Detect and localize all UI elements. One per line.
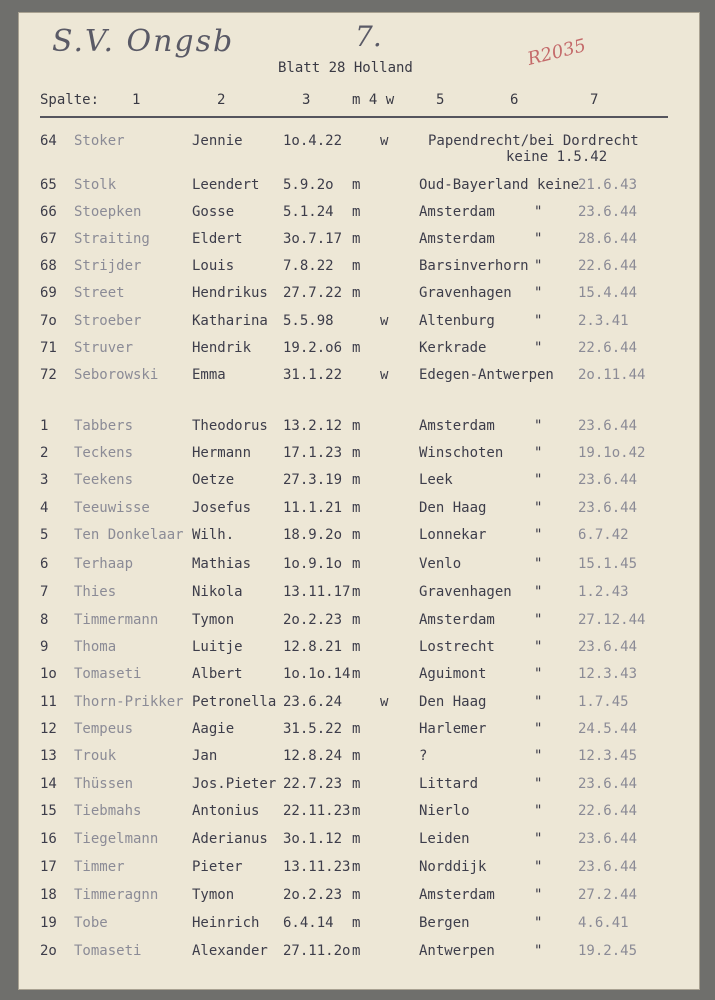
birthplace: Amsterdam bbox=[419, 612, 495, 628]
birth-date: 13.11.23 bbox=[283, 859, 351, 875]
ditto-mark: " bbox=[534, 527, 543, 543]
end-date: 28.6.44 bbox=[578, 231, 638, 247]
surname: Timmermann bbox=[74, 612, 159, 628]
birth-date: 11.1.21 bbox=[283, 500, 343, 516]
birth-date: 3o.7.17 bbox=[283, 231, 343, 247]
end-date: 2o.11.44 bbox=[578, 367, 646, 383]
surname: Stroeber bbox=[74, 313, 142, 329]
surname: Struver bbox=[74, 340, 134, 356]
table-row bbox=[0, 887, 715, 907]
column-number: m 4 w bbox=[352, 92, 395, 108]
given-name: Gosse bbox=[192, 204, 235, 220]
surname: Thorn-Prikker bbox=[74, 694, 184, 710]
ditto-mark: " bbox=[534, 943, 543, 959]
ditto-mark: " bbox=[534, 803, 543, 819]
table-row bbox=[0, 694, 715, 714]
surname: Stoepken bbox=[74, 204, 142, 220]
table-row bbox=[0, 639, 715, 659]
given-name: Louis bbox=[192, 258, 235, 274]
ditto-mark: " bbox=[534, 639, 543, 655]
surname: Tempeus bbox=[74, 721, 134, 737]
table-row bbox=[0, 367, 715, 387]
table-row bbox=[0, 500, 715, 520]
birth-date: 18.9.2o bbox=[283, 527, 343, 543]
given-name: Hendrik bbox=[192, 340, 252, 356]
row-number: 64 bbox=[40, 133, 57, 149]
table-row bbox=[0, 776, 715, 796]
given-name: Petronella bbox=[192, 694, 277, 710]
table-row bbox=[0, 527, 715, 547]
birthplace: Winschoten bbox=[419, 445, 504, 461]
ditto-mark: " bbox=[534, 831, 543, 847]
birthplace: Leiden bbox=[419, 831, 470, 847]
surname: Stolk bbox=[74, 177, 117, 193]
given-name: Josefus bbox=[192, 500, 252, 516]
birthplace: Amsterdam bbox=[419, 418, 495, 434]
end-date: 23.6.44 bbox=[578, 831, 638, 847]
given-name: Aderianus bbox=[192, 831, 268, 847]
birth-date: 13.11.17 bbox=[283, 584, 351, 600]
end-date: 15.1.45 bbox=[578, 556, 638, 572]
sex: m bbox=[352, 612, 361, 628]
end-date: 15.4.44 bbox=[578, 285, 638, 301]
row-number: 69 bbox=[40, 285, 57, 301]
sex: m bbox=[352, 445, 361, 461]
ditto-mark: " bbox=[534, 859, 543, 875]
ditto-mark: " bbox=[534, 204, 543, 220]
table-row bbox=[0, 612, 715, 632]
surname: Trouk bbox=[74, 748, 117, 764]
birthplace: Nierlo bbox=[419, 803, 470, 819]
row-number: 5 bbox=[40, 527, 49, 543]
row-number: 4 bbox=[40, 500, 49, 516]
column-number: 1 bbox=[132, 92, 141, 108]
sex: m bbox=[352, 340, 361, 356]
birthplace: Den Haag bbox=[419, 694, 487, 710]
end-date: 1.2.43 bbox=[578, 584, 629, 600]
birth-date: 27.7.22 bbox=[283, 285, 343, 301]
birthplace: Lonnekar bbox=[419, 527, 487, 543]
surname: Tobe bbox=[74, 915, 108, 931]
end-date: 23.6.44 bbox=[578, 500, 638, 516]
sex: m bbox=[352, 915, 361, 931]
surname: Tomaseti bbox=[74, 666, 142, 682]
table-row bbox=[0, 943, 715, 963]
sex: m bbox=[352, 177, 361, 193]
column-number: 7 bbox=[590, 92, 599, 108]
table-row bbox=[0, 204, 715, 224]
sex: m bbox=[352, 748, 361, 764]
row-number: 13 bbox=[40, 748, 57, 764]
given-name: Heinrich bbox=[192, 915, 260, 931]
birthplace: Leek bbox=[419, 472, 453, 488]
row-number: 12 bbox=[40, 721, 57, 737]
given-name: Nikola bbox=[192, 584, 243, 600]
row-number: 7 bbox=[40, 584, 49, 600]
header-divider bbox=[40, 116, 668, 118]
ditto-mark: " bbox=[534, 694, 543, 710]
birth-date: 1o.1o.14 bbox=[283, 666, 351, 682]
given-name: Mathias bbox=[192, 556, 252, 572]
table-row bbox=[0, 258, 715, 278]
birth-date: 1o.9.1o bbox=[283, 556, 343, 572]
table-row bbox=[0, 313, 715, 333]
birthplace: Edegen-Antwerpen bbox=[419, 367, 554, 383]
ditto-mark: " bbox=[534, 915, 543, 931]
ditto-mark: " bbox=[534, 340, 543, 356]
birthplace: ? bbox=[419, 748, 428, 764]
end-date: 22.6.44 bbox=[578, 340, 638, 356]
row-number: 7o bbox=[40, 313, 57, 329]
row-number: 1o bbox=[40, 666, 57, 682]
ditto-mark: " bbox=[534, 445, 543, 461]
surname: Timmer bbox=[74, 859, 125, 875]
end-date: 6.7.42 bbox=[578, 527, 629, 543]
end-date: 24.5.44 bbox=[578, 721, 638, 737]
birth-date: 13.2.12 bbox=[283, 418, 343, 434]
end-date: 12.3.45 bbox=[578, 748, 638, 764]
ditto-mark: " bbox=[534, 584, 543, 600]
table-row bbox=[0, 340, 715, 360]
birth-date: 17.1.23 bbox=[283, 445, 343, 461]
surname: Ten Donkelaar bbox=[74, 527, 184, 543]
birthplace: Papendrecht/bei Dordrecht bbox=[428, 133, 639, 149]
row-number: 1 bbox=[40, 418, 49, 434]
table-row bbox=[0, 133, 715, 153]
sex: m bbox=[352, 639, 361, 655]
birthplace: Kerkrade bbox=[419, 340, 487, 356]
birth-date: 1o.4.22 bbox=[283, 133, 343, 149]
given-name: Jennie bbox=[192, 133, 243, 149]
ditto-mark: " bbox=[534, 313, 543, 329]
birthplace: Amsterdam bbox=[419, 231, 495, 247]
column-number: 6 bbox=[510, 92, 519, 108]
given-name: Jos.Pieter bbox=[192, 776, 277, 792]
table-row bbox=[0, 556, 715, 576]
surname: Stoker bbox=[74, 133, 125, 149]
given-name: Leendert bbox=[192, 177, 260, 193]
sex: m bbox=[352, 887, 361, 903]
sex: m bbox=[352, 527, 361, 543]
end-date: 27.2.44 bbox=[578, 887, 638, 903]
birth-date: 12.8.21 bbox=[283, 639, 343, 655]
ditto-mark: " bbox=[534, 472, 543, 488]
end-date: 23.6.44 bbox=[578, 776, 638, 792]
column-header bbox=[40, 92, 670, 112]
end-date: 23.6.44 bbox=[578, 418, 638, 434]
row-number: 2 bbox=[40, 445, 49, 461]
birthplace: Antwerpen bbox=[419, 943, 495, 959]
given-name: Emma bbox=[192, 367, 226, 383]
end-date: 19.2.45 bbox=[578, 943, 638, 959]
given-name: Pieter bbox=[192, 859, 243, 875]
sex: m bbox=[352, 500, 361, 516]
surname: Tabbers bbox=[74, 418, 134, 434]
row-number: 66 bbox=[40, 204, 57, 220]
surname: Teeuwisse bbox=[74, 500, 150, 516]
sex: m bbox=[352, 721, 361, 737]
red-reference-mark: R2035 bbox=[525, 35, 589, 70]
row-number: 68 bbox=[40, 258, 57, 274]
birthplace: Den Haag bbox=[419, 500, 487, 516]
given-name: Luitje bbox=[192, 639, 243, 655]
given-name: Antonius bbox=[192, 803, 260, 819]
row-number: 72 bbox=[40, 367, 57, 383]
end-date: 27.12.44 bbox=[578, 612, 646, 628]
birthplace: Aguimont bbox=[419, 666, 487, 682]
sex: m bbox=[352, 556, 361, 572]
row-number: 2o bbox=[40, 943, 57, 959]
surname: Straiting bbox=[74, 231, 150, 247]
table-row bbox=[0, 285, 715, 305]
row-number: 16 bbox=[40, 831, 57, 847]
sex: m bbox=[352, 776, 361, 792]
birthplace: Altenburg bbox=[419, 313, 495, 329]
ditto-mark: " bbox=[534, 556, 543, 572]
end-date: 23.6.44 bbox=[578, 859, 638, 875]
end-date: 22.6.44 bbox=[578, 258, 638, 274]
sex: m bbox=[352, 472, 361, 488]
end-date: 12.3.43 bbox=[578, 666, 638, 682]
sex: m bbox=[352, 943, 361, 959]
birth-date: 2o.2.23 bbox=[283, 612, 343, 628]
birth-date: 5.5.98 bbox=[283, 313, 334, 329]
given-name: Theodorus bbox=[192, 418, 268, 434]
birthplace: Gravenhagen bbox=[419, 584, 512, 600]
ditto-mark: " bbox=[534, 721, 543, 737]
surname: Thüssen bbox=[74, 776, 134, 792]
birthplace: Lostrecht bbox=[419, 639, 495, 655]
handwritten-title: S.V. Ongsb bbox=[52, 24, 235, 59]
surname: Terhaap bbox=[74, 556, 134, 572]
birth-date: 31.1.22 bbox=[283, 367, 343, 383]
end-date: 23.6.44 bbox=[578, 639, 638, 655]
given-name: Katharina bbox=[192, 313, 268, 329]
table-row bbox=[0, 472, 715, 492]
sex: m bbox=[352, 231, 361, 247]
table-row bbox=[0, 803, 715, 823]
sex: m bbox=[352, 803, 361, 819]
surname: Street bbox=[74, 285, 125, 301]
sex: m bbox=[352, 204, 361, 220]
ditto-mark: " bbox=[534, 418, 543, 434]
sex: m bbox=[352, 666, 361, 682]
birthplace: Harlemer bbox=[419, 721, 487, 737]
birthplace: Littard bbox=[419, 776, 479, 792]
birth-date: 2o.2.23 bbox=[283, 887, 343, 903]
table-row bbox=[0, 177, 715, 197]
row-number: 14 bbox=[40, 776, 57, 792]
birthplace: Amsterdam bbox=[419, 887, 495, 903]
sex: w bbox=[380, 313, 389, 329]
row-64-continuation: keine 1.5.42 bbox=[506, 149, 608, 165]
row-number: 9 bbox=[40, 639, 49, 655]
table-row bbox=[0, 721, 715, 741]
table-row bbox=[0, 859, 715, 879]
given-name: Aagie bbox=[192, 721, 235, 737]
given-name: Oetze bbox=[192, 472, 235, 488]
ditto-mark: " bbox=[534, 285, 543, 301]
row-number: 17 bbox=[40, 859, 57, 875]
birth-date: 6.4.14 bbox=[283, 915, 334, 931]
sex: m bbox=[352, 258, 361, 274]
row-number: 8 bbox=[40, 612, 49, 628]
sheet-title: Blatt 28 Holland bbox=[278, 60, 413, 76]
row-number: 18 bbox=[40, 887, 57, 903]
table-row bbox=[0, 831, 715, 851]
table-row bbox=[0, 915, 715, 935]
ditto-mark: " bbox=[534, 500, 543, 516]
row-number: 67 bbox=[40, 231, 57, 247]
birth-date: 12.8.24 bbox=[283, 748, 343, 764]
row-number: 11 bbox=[40, 694, 57, 710]
birth-date: 31.5.22 bbox=[283, 721, 343, 737]
ditto-mark: " bbox=[534, 776, 543, 792]
sex: w bbox=[380, 367, 389, 383]
birth-date: 3o.1.12 bbox=[283, 831, 343, 847]
birth-date: 22.7.23 bbox=[283, 776, 343, 792]
sex: w bbox=[380, 133, 389, 149]
ditto-mark: " bbox=[534, 666, 543, 682]
end-date: 21.6.43 bbox=[578, 177, 638, 193]
spalte-label: Spalte: bbox=[40, 92, 100, 108]
table-row bbox=[0, 418, 715, 438]
birth-date: 27.11.2o bbox=[283, 943, 351, 959]
birth-date: 7.8.22 bbox=[283, 258, 334, 274]
birthplace: Norddijk bbox=[419, 859, 487, 875]
sex: m bbox=[352, 418, 361, 434]
birth-date: 5.9.2o bbox=[283, 177, 334, 193]
column-number: 5 bbox=[436, 92, 445, 108]
given-name: Albert bbox=[192, 666, 243, 682]
given-name: Alexander bbox=[192, 943, 268, 959]
birth-date: 23.6.24 bbox=[283, 694, 343, 710]
row-number: 71 bbox=[40, 340, 57, 356]
ditto-mark: " bbox=[534, 231, 543, 247]
birthplace: Amsterdam bbox=[419, 204, 495, 220]
birthplace: Barsinverhorn bbox=[419, 258, 529, 274]
sex: m bbox=[352, 584, 361, 600]
sex: m bbox=[352, 285, 361, 301]
birth-date: 19.2.o6 bbox=[283, 340, 343, 356]
column-number: 2 bbox=[217, 92, 226, 108]
handwritten-number: 7. bbox=[355, 20, 382, 53]
surname: Teekens bbox=[74, 472, 134, 488]
end-date: 23.6.44 bbox=[578, 472, 638, 488]
birth-date: 22.11.23 bbox=[283, 803, 351, 819]
table-row bbox=[0, 666, 715, 686]
given-name: Hermann bbox=[192, 445, 252, 461]
end-date: 23.6.44 bbox=[578, 204, 638, 220]
surname: Thies bbox=[74, 584, 117, 600]
given-name: Jan bbox=[192, 748, 218, 764]
surname: Timmeragnn bbox=[74, 887, 159, 903]
surname: Teckens bbox=[74, 445, 134, 461]
sex: w bbox=[380, 694, 389, 710]
surname: Strijder bbox=[74, 258, 142, 274]
ditto-mark: " bbox=[534, 612, 543, 628]
end-date: 4.6.41 bbox=[578, 915, 629, 931]
table-row bbox=[0, 445, 715, 465]
birthplace: Bergen bbox=[419, 915, 470, 931]
end-date: 2.3.41 bbox=[578, 313, 629, 329]
birthplace: Venlo bbox=[419, 556, 462, 572]
row-number: 19 bbox=[40, 915, 57, 931]
given-name: Tymon bbox=[192, 612, 235, 628]
given-name: Hendrikus bbox=[192, 285, 268, 301]
column-number: 3 bbox=[302, 92, 311, 108]
end-date: 22.6.44 bbox=[578, 803, 638, 819]
surname: Thoma bbox=[74, 639, 117, 655]
surname: Tomaseti bbox=[74, 943, 142, 959]
given-name: Eldert bbox=[192, 231, 243, 247]
row-number: 3 bbox=[40, 472, 49, 488]
end-date: 19.1o.42 bbox=[578, 445, 646, 461]
given-name: Tymon bbox=[192, 887, 235, 903]
sex: m bbox=[352, 859, 361, 875]
table-row bbox=[0, 748, 715, 768]
surname: Tiebmahs bbox=[74, 803, 142, 819]
sex: m bbox=[352, 831, 361, 847]
table-row bbox=[0, 231, 715, 251]
surname: Tiegelmann bbox=[74, 831, 159, 847]
birthplace: Gravenhagen bbox=[419, 285, 512, 301]
ditto-mark: " bbox=[534, 258, 543, 274]
table-row bbox=[0, 584, 715, 604]
row-number: 65 bbox=[40, 177, 57, 193]
row-number: 15 bbox=[40, 803, 57, 819]
birth-date: 5.1.24 bbox=[283, 204, 334, 220]
row-number: 6 bbox=[40, 556, 49, 572]
birthplace: Oud-Bayerland keine bbox=[419, 177, 580, 193]
ditto-mark: " bbox=[534, 887, 543, 903]
birth-date: 27.3.19 bbox=[283, 472, 343, 488]
ditto-mark: " bbox=[534, 748, 543, 764]
end-date: 1.7.45 bbox=[578, 694, 629, 710]
surname: Seborowski bbox=[74, 367, 159, 383]
given-name: Wilh. bbox=[192, 527, 235, 543]
